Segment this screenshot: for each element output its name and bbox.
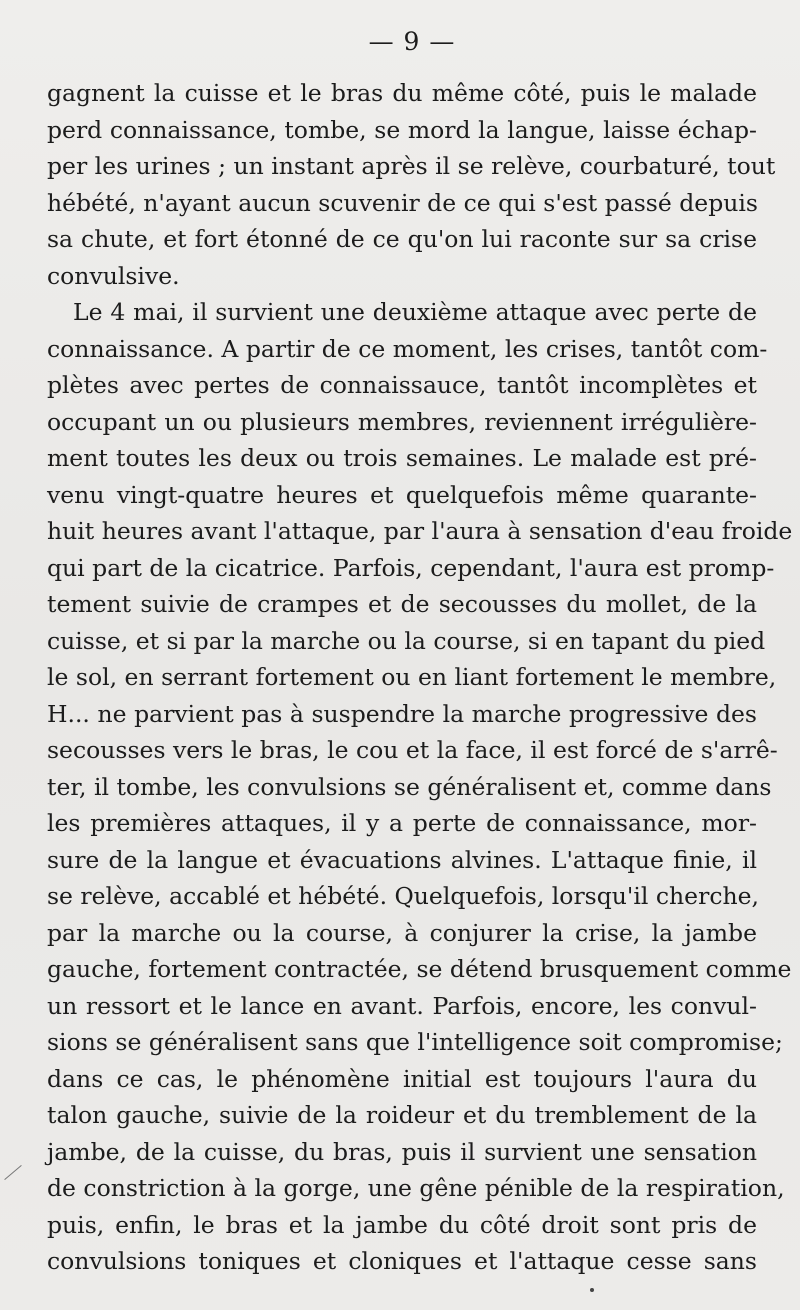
ink-speck (590, 1288, 594, 1292)
text-line: un ressort et le lance en avant. Parfois, encore, les convul- (47, 991, 757, 1020)
text-line: venu vingt-quatre heures et quelquefois même quarante- (47, 480, 757, 509)
text-line: ment toutes les deux ou trois semaines. Le malade est pré- (47, 444, 757, 472)
text-line: hébété, n'ayant aucun scuvenir de ce qui s'est passé depuis (47, 188, 758, 217)
text-line: connaissance. A partir de ce moment, les crises, tantôt com- (47, 334, 768, 363)
paragraph-start-line: Le 4 mai, il survient une deuxième attaque avec perte de (73, 298, 757, 326)
text-line: de constriction à la gorge, une gêne pénible de la respiration, (47, 1174, 785, 1202)
text-line: jambe, de la cuisse, du bras, puis il survient une sensation (47, 1137, 757, 1166)
text-line: huit heures avant l'attaque, par l'aura à sensation d'eau froide (47, 517, 793, 545)
text-line: talon gauche, suivie de la roideur et du tremblement de la (47, 1101, 757, 1129)
text-line: secousses vers le bras, le cou et la face, il est forcé de s'arrê- (47, 736, 778, 764)
text-line: dans ce cas, le phénomène initial est toujours l'aura du (47, 1064, 757, 1093)
text-line: per les urines ; un instant après il se relève, courbaturé, tout (47, 152, 776, 180)
margin-pencil-mark (4, 1165, 21, 1180)
text-line: convulsions toniques et cloniques et l'attaque cesse sans (47, 1247, 757, 1275)
text-line: sa chute, et fort étonné de ce qu'on lui raconte sur sa crise (47, 225, 757, 253)
text-line: le sol, en serrant fortement ou en liant fortement le membre, (47, 663, 777, 691)
text-line: H... ne parvient pas à suspendre la marche progressive des (47, 699, 757, 728)
text-line: tement suivie de crampes et de secousses du mollet, de la (47, 590, 757, 618)
text-line: par la marche ou la course, à conjurer la crise, la jambe (47, 918, 757, 947)
text-line: gagnent la cuisse et le bras du même côté, puis le malade (47, 79, 757, 107)
text-line: occupant un ou plusieurs membres, reviennent irrégulière- (47, 407, 757, 436)
text-line: plètes avec pertes de connaissauce, tantôt incomplètes et (47, 371, 757, 399)
page-number: — 9 — (368, 27, 456, 56)
body-text (47, 75, 793, 1280)
text-line: ter, il tombe, les convulsions se généralisent et, comme dans (47, 772, 772, 801)
text-line: les premières attaques, il y a perte de connaissance, mor- (47, 809, 757, 837)
text-line: puis, enfin, le bras et la jambe du côté droit sont pris de (47, 1210, 757, 1239)
text-line: qui part de la cicatrice. Parfois, cependant, l'aura est promp- (47, 553, 775, 582)
text-line: sions se généralisent sans que l'intelligence soit compromise; (47, 1028, 783, 1056)
text-line: gauche, fortement contractée, se détend brusquement comme (47, 955, 792, 983)
text-line: perd connaissance, tombe, se mord la langue, laisse échap- (47, 115, 757, 144)
text-line: se relève, accablé et hébété. Quelquefois, lorsqu'il cherche, (47, 882, 759, 910)
text-line: cuisse, et si par la marche ou la course, si en tapant du pied (47, 626, 766, 655)
text-line: convulsive. (47, 261, 180, 290)
text-line: sure de la langue et évacuations alvines. L'attaque finie, il (47, 845, 757, 874)
